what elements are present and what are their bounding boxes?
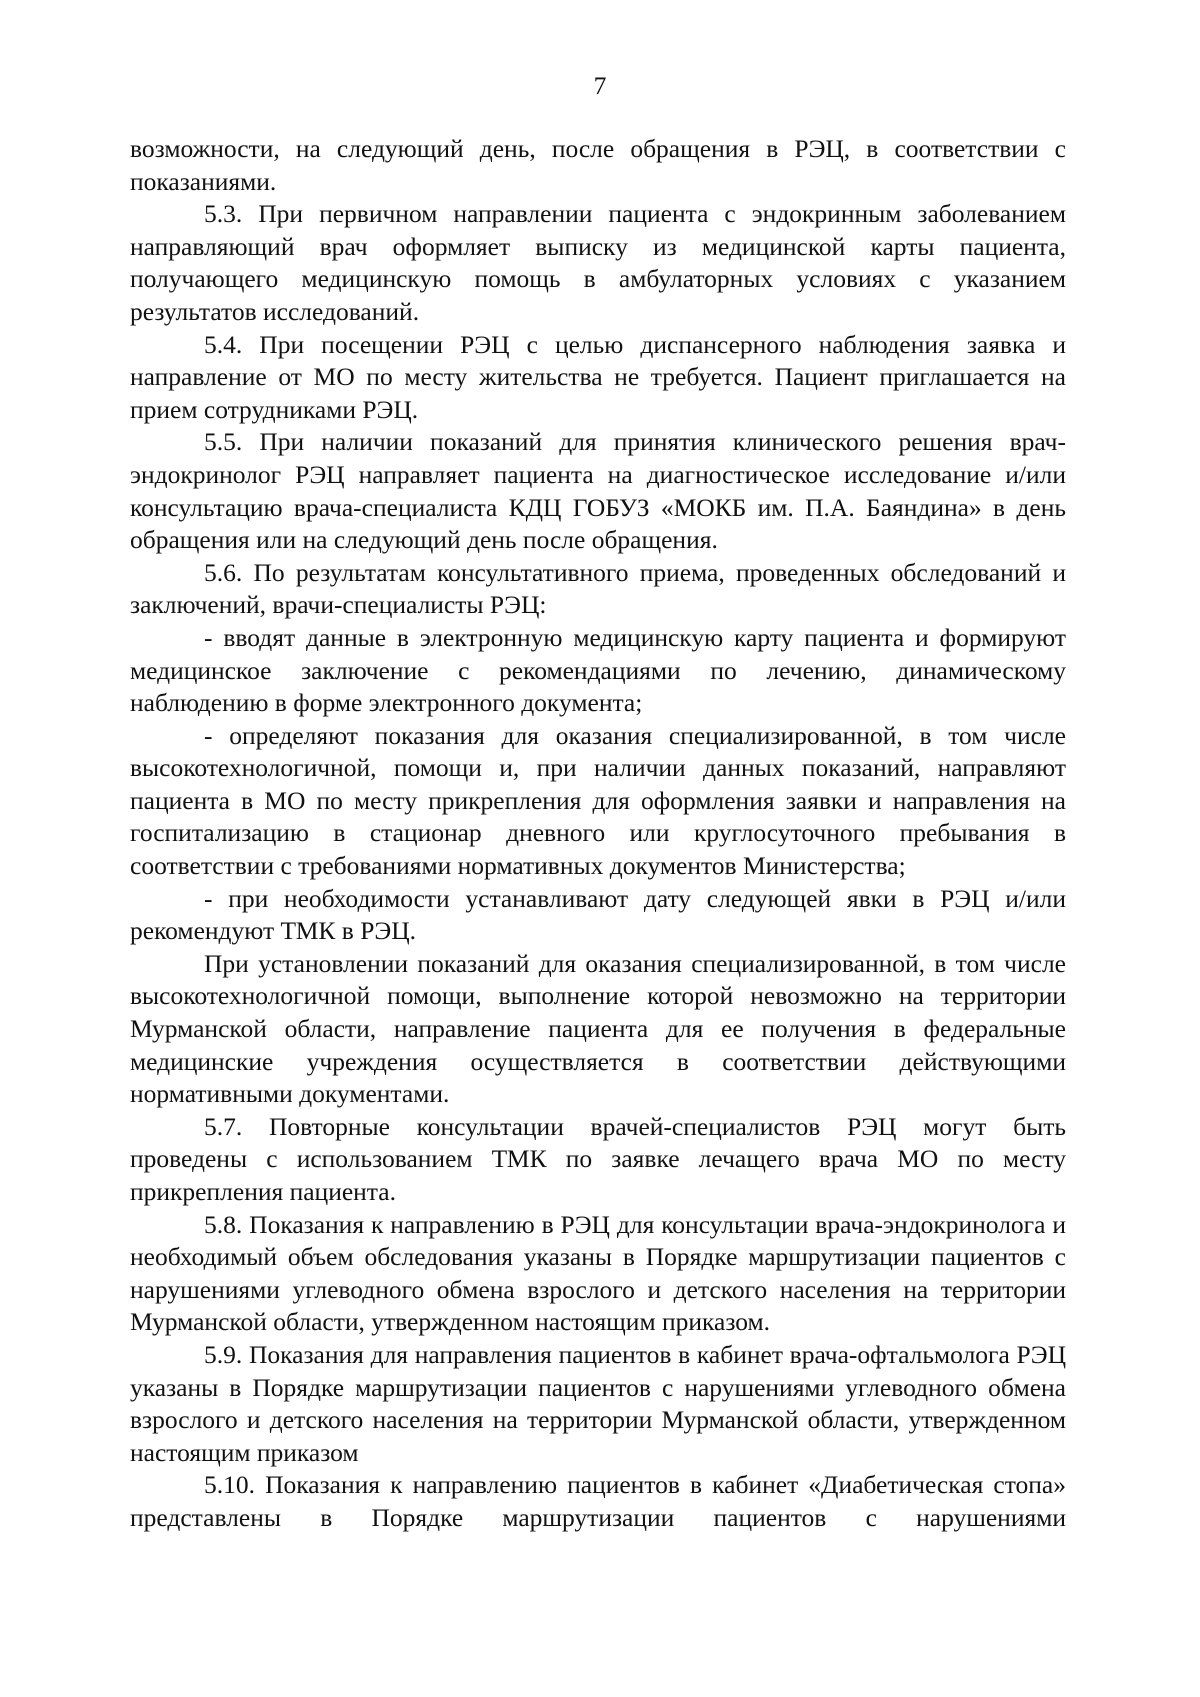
paragraph-5-3: 5.3. При первичном направлении пациента с эндокринным заболеванием направляющий врач оформляет выписку из медицинской карты пациента, получающего медицинскую помощь в амбулаторных условиях с указанием результатов исследований. bbox=[130, 199, 1066, 326]
list-item-set-next-visit: - при необходимости устанавливают дату следующей явки в РЭЦ и/или рекомендуют ТМК в РЭЦ. bbox=[130, 883, 1066, 946]
paragraph-5-5: 5.5. При наличии показаний для принятия клинического решения врач-эндокринолог РЭЦ направляет пациента на диагностическое исследование и/или консультацию врача-специалиста КДЦ ГОБУЗ «МОКБ им. П.А. Баяндина» в день обращения или на следующий день после обращения. bbox=[130, 427, 1066, 555]
paragraph-federal-referral: При установлении показаний для оказания специализированной, в том числе высокотехнологичной помощи, выполнение которой невозможно на территории Мурманской области, направление пациента для ее получения в федеральные медицинские учреждения осуществляется в соответствии действующими нормативными документами. bbox=[130, 948, 1066, 1109]
paragraph-5-10: 5.10. Показания к направлению пациентов в кабинет «Диабетическая стопа» представлены в Порядке маршрутизации пациентов с нарушениями bbox=[130, 1470, 1066, 1532]
paragraph-continuation: возможности, на следующий день, после обращения в РЭЦ, в соответствии с показаниями. bbox=[130, 134, 1066, 196]
paragraph-5-4: 5.4. При посещении РЭЦ с целью диспансерного наблюдения заявка и направление от МО по месту жительства не требуется. Пациент приглашается на прием сотрудниками РЭЦ. bbox=[130, 329, 1066, 424]
paragraph-5-6: 5.6. По результатам консультативного приема, проведенных обследований и заключений, врачи-специалисты РЭЦ: bbox=[130, 557, 1066, 620]
paragraph-5-7: 5.7. Повторные консультации врачей-специалистов РЭЦ могут быть проведены с использованием ТМК по заявке лечащего врача МО по месту прикрепления пациента. bbox=[130, 1111, 1066, 1206]
paragraph-5-8: 5.8. Показания к направлению в РЭЦ для консультации врача-эндокринолога и необходимый объем обследования указаны в Порядке маршрутизации пациентов с нарушениями углеводного обмена взрослого и детского населения на территории Мурманской области, утвержденном настоящим приказом. bbox=[130, 1209, 1066, 1337]
document-body bbox=[130, 133, 1066, 1535]
list-item-determine-indications: - определяют показания для оказания специализированной, в том числе высокотехнологичной, помощи и, при наличии данных показаний, направляют пациента в МО по месту прикрепления для оформления заявки и направления на госпитализацию в стационар дневного или круглосуточного пребывания в соответствии с требованиями нормативных документов Министерства; bbox=[130, 720, 1066, 881]
paragraph-5-9: 5.9. Показания для направления пациентов в кабинет врача-офтальмолога РЭЦ указаны в Порядке маршрутизации пациентов с нарушениями углеводного обмена взрослого и детского населения на территории Мурманской области, утвержденном настоящим приказом bbox=[130, 1339, 1066, 1467]
list-item-enter-data: - вводят данные в электронную медицинскую карту пациента и формируют медицинское заключение с рекомендациями по лечению, динамическому наблюдению в форме электронного документа; bbox=[130, 622, 1066, 718]
page-number: 7 bbox=[593, 71, 607, 100]
